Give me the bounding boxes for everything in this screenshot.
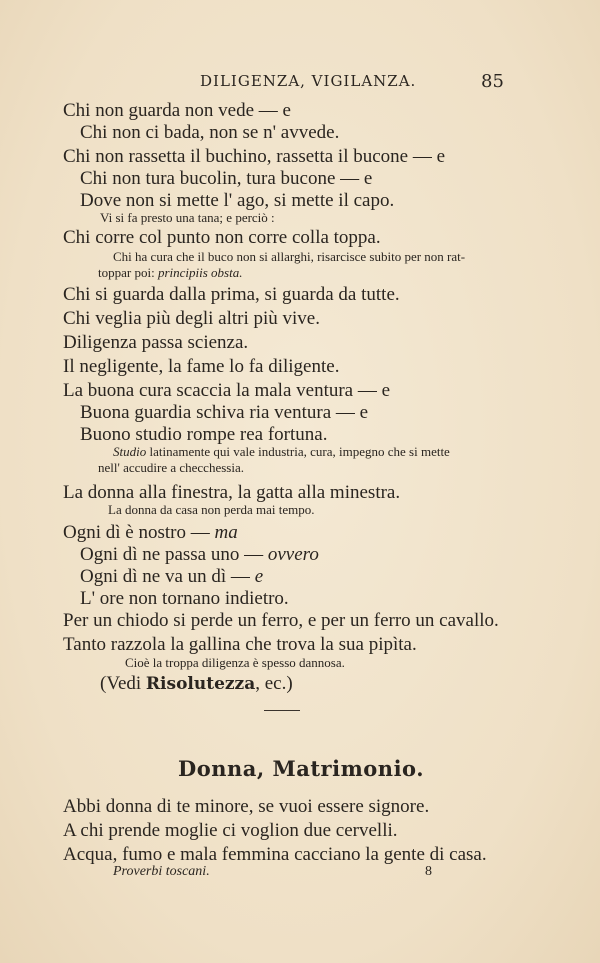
note-line: Chi ha cura che il buco non si allarghi, risarcisce subito per non rat- [113,249,466,264]
proverb-line: L' ore non tornano indietro. [80,588,289,609]
proverb-line: Tanto razzola la gallina che trova la sua pipìta. [63,634,417,655]
proverb-line: Chi veglia più degli altri più vive. [63,308,320,329]
proverb-line: Ogni dì ne passa uno — ovvero [80,544,319,565]
footer-title: Proverbi toscani. [113,864,210,879]
proverb-line: Chi non tura bucolin, tura bucone — e [80,168,373,189]
proverb-line: Abbi donna di te minore, se vuoi essere signore. [63,796,430,817]
proverb-line: Ogni dì ne va un dì — e [80,566,264,587]
proverb-line: Ogni dì è nostro — ma [63,522,238,543]
proverb-line: La donna alla finestra, la gatta alla minestra. [63,482,401,503]
proverb-line: Il negligente, la fame lo fa diligente. [63,356,340,377]
note-line: Studio latinamente qui vale industria, cura, impegno che si mette [113,444,450,459]
note-line: Vi si fa presto una tana; e perciò : [100,210,275,225]
proverb-line: Chi non ci bada, non se n' avvede. [80,122,340,143]
running-header: DILIGENZA, VIGILANZA. [200,72,417,90]
proverb-line: Buono studio rompe rea fortuna. [80,424,328,445]
proverb-line: Diligenza passa scienza. [63,332,249,353]
note-line: La donna da casa non perda mai tempo. [108,502,315,517]
proverb-line: Chi non guarda non vede — e [63,100,291,121]
note-line: toppar poi: principiis obsta. [98,265,243,280]
proverb-line: A chi prende moglie ci voglion due cervelli. [63,820,398,841]
page-number: 85 [481,71,504,92]
proverb-line: Dove non si mette l' ago, si mette il capo. [80,190,395,211]
cross-reference: (Vedi Risolutezza, ec.) [100,673,293,694]
note-line: Cioè la troppa diligenza è spesso dannosa. [125,655,345,670]
proverb-line: Chi non rassetta il buchino, rassetta il bucone — e [63,146,446,167]
proverb-line: Acqua, fumo e mala femmina cacciano la gente di casa. [63,844,487,865]
section-title: Donna, Matrimonio. [178,756,424,781]
proverb-line: La buona cura scaccia la mala ventura — e [63,380,391,401]
signature-mark: 8 [425,864,432,879]
proverb-line: Chi corre col punto non corre colla toppa. [63,227,381,248]
section-divider [264,710,300,711]
proverb-line: Chi si guarda dalla prima, si guarda da tutte. [63,284,400,305]
note-line: nell' accudire a checchessia. [98,460,244,475]
proverb-line: Buona guardia schiva ria ventura — e [80,402,369,423]
proverb-line: Per un chiodo si perde un ferro, e per un ferro un cavallo. [63,610,499,631]
